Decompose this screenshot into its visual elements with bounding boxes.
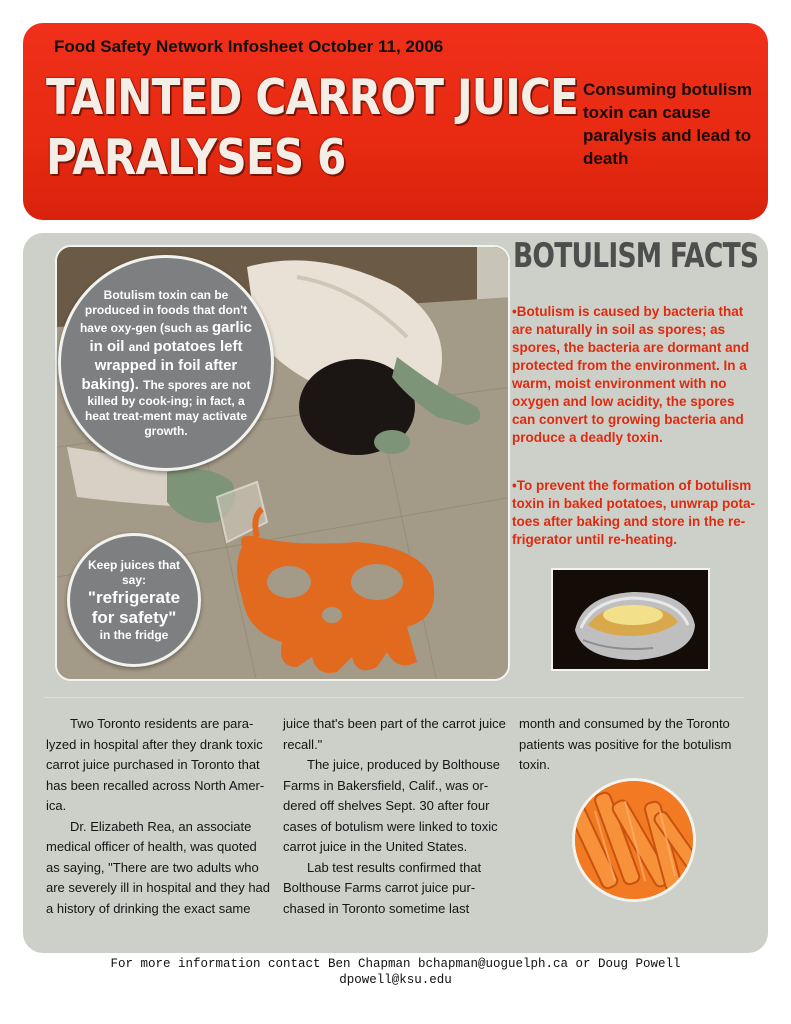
infosheet-date: Food Safety Network Infosheet October 11, 2006 bbox=[54, 37, 444, 56]
refrigerate-callout bbox=[67, 533, 201, 667]
potato-illustration bbox=[553, 570, 710, 671]
refrigerate-line-2: "refrigerate for safety" bbox=[87, 587, 181, 627]
subhead: Consuming botulism toxin can cause paralysis and lead to death bbox=[583, 80, 753, 168]
article-column-2 bbox=[283, 714, 509, 919]
facts-title: BOTULISM FACTS bbox=[513, 236, 759, 276]
headline-line-1: TAINTED CARROT JUICE bbox=[46, 69, 578, 126]
fact-potatoes: •To prevent the formation of botulism toxin in baked potatoes, unwrap pota-toes after baking and store in the re-frigerator until re-heating. bbox=[512, 478, 756, 547]
footer-contact bbox=[0, 956, 791, 988]
article-paragraph: month and consumed by the Toronto patients was positive for the botulism toxin. bbox=[519, 716, 732, 772]
headline bbox=[46, 68, 578, 188]
article-paragraph: juice that's been part of the carrot juice recall." bbox=[283, 716, 506, 752]
article-paragraph: Lab test results confirmed that Bolthouse Farms carrot juice pur-chased in Toronto sometime last bbox=[283, 859, 482, 916]
botulism-toxin-callout bbox=[58, 255, 274, 471]
article-paragraph: Two Toronto residents are para-lyzed in hospital after they drank toxic carrot juice purchased in Toronto that has been recalled across North Amer-ica. bbox=[46, 716, 265, 813]
baked-potato-image bbox=[551, 568, 710, 671]
article-column-3 bbox=[519, 714, 747, 776]
headline-line-2: PARALYSES 6 bbox=[46, 129, 346, 186]
refrigerate-line-3: in the fridge bbox=[99, 627, 169, 642]
callout-text: Botulism toxin can be produced in foods that don't have oxy-gen (such as garlic in oil and potatoes left wrapped in foil after baking). The spores are not killed by cook-ing; in fact, a heat treat-ment may activate growth. bbox=[79, 287, 253, 438]
article-column-1 bbox=[46, 714, 274, 919]
carrots-image bbox=[572, 778, 696, 902]
footer-line-1: For more information contact Ben Chapman bchapman@uoguelph.ca or Doug Powell bbox=[110, 957, 681, 971]
footer-line-2: dpowell@ksu.edu bbox=[339, 973, 452, 987]
divider bbox=[44, 697, 744, 698]
article-paragraph: The juice, produced by Bolthouse Farms in Bakersfield, Calif., was or-dered off shelves Sept. 30 after four cases of botulism were linked to toxic carrot juice in the United States. bbox=[283, 757, 500, 854]
article-paragraph: Dr. Elizabeth Rea, an associate medical officer of health, was quoted as saying, "There are two adults who are severely ill in hospital and they had a history of drinking the exact same bbox=[46, 818, 271, 916]
refrigerate-line-1: Keep juices that say: bbox=[87, 557, 181, 587]
fact-spores: •Botulism is caused by bacteria that are naturally in soil as spores; as spores, the bacteria are dormant and protected from the environment. In a warm, moist environment with no oxygen and low acidity, the spores can convert to growing bacteria and produce a deadly toxin. bbox=[512, 304, 750, 445]
